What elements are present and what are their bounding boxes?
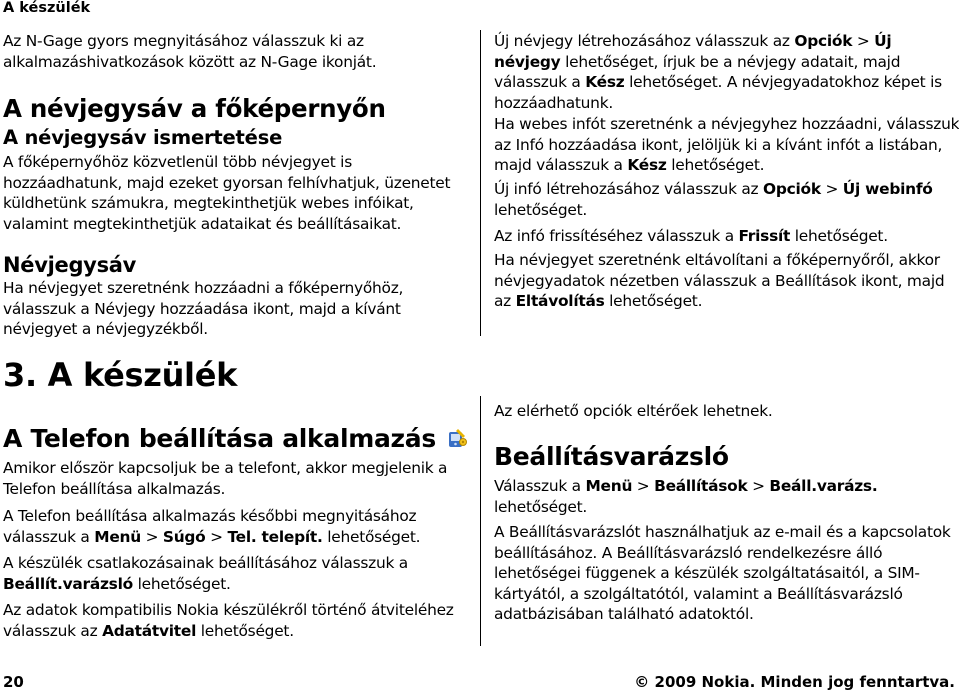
refresh-info-paragraph: Az infó frissítéséhez válasszuk a Frissít lehetőséget. <box>494 227 888 245</box>
settings-wizard-path: Válasszuk a Menü > Beállítások > Beáll.varázs. lehetőséget. <box>494 477 878 516</box>
contacts-bar-subheading: A névjegysáv ismertetése <box>3 126 283 149</box>
column-divider-top <box>480 30 481 336</box>
options-note: Az elérhető opciók eltérőek lehetnek. <box>494 402 773 420</box>
settings-wizard-description: A Beállításvarázslót használhatjuk az e-mail és a kapcsolatok beállításához. A Beállításvarázsló rendelkezésre álló lehetőségei függenek a készülék szolgáltatásaitól, a SIM-kártyától, a szolgáltatótól, valamint a Beállításvarázsló adatbázisában található adatoktól. <box>494 523 951 623</box>
page-number: 20 <box>3 673 24 691</box>
web-info-paragraph: Ha webes infót szeretnénk a névjegyhez hozzáadni, válasszuk az Infó hozzáadása ikont, jelöljük ki a kívánt infót a listában, majd válasszuk a Kész lehetőséget. <box>494 115 959 174</box>
contacts-bar-section-heading: Névjegysáv <box>3 253 137 277</box>
connection-settings-text: A készülék csatlakozásainak beállításához válasszuk a Beállít.varázsló lehetőséget. <box>3 554 408 593</box>
new-contact-paragraph: Új névjegy létrehozásához válasszuk az Opciók > Új névjegy lehetőséget, írjuk be a névjegy adatait, majd válasszuk a Kész lehetőséget. A névjegyadatokhoz képet is hozzáadhatunk. <box>494 32 942 112</box>
section-header: A készülék <box>3 0 91 16</box>
data-transfer-text: Az adatok kompatibilis Nokia készülékről történő átviteléhez válasszuk az Adatátvitel lehetőséget. <box>3 601 454 640</box>
chapter-title: 3. A készülék <box>3 356 238 394</box>
copyright-notice: © 2009 Nokia. Minden jog fenntartva. <box>634 673 955 691</box>
phone-setup-app-icon <box>446 426 468 455</box>
new-web-info-paragraph: Új infó létrehozásához válasszuk az Opciók > Új webinfó lehetőséget. <box>494 180 933 219</box>
phone-setup-heading: A Telefon beállítása alkalmazás <box>3 424 468 455</box>
settings-wizard-heading: Beállításvarázsló <box>494 442 729 471</box>
contacts-bar-heading: A névjegysáv a főképernyőn <box>3 94 386 123</box>
ngage-intro-text: Az N-Gage gyors megnyitásához válasszuk ki az alkalmazáshivatkozások között az N-Gage ikonját. <box>3 32 377 71</box>
contacts-bar-add-text: Ha névjegyet szeretnénk hozzáadni a főképernyőhöz, válasszuk a Névjegy hozzáadása ikont, majd a kívánt névjegyet a névjegyzékből. <box>3 279 404 338</box>
phone-setup-intro: Amikor először kapcsoljuk be a telefont, akkor megjelenik a Telefon beállítása alkalmazás. <box>3 459 448 498</box>
contacts-bar-body: A főképernyőhöz közvetlenül több névjegyet is hozzáadhatunk, majd ezeket gyorsan felhívhatjuk, üzenetet küldhetünk számukra, megtekinthetjük webes infóikat, valamint megtekinthetjük adataikat és beállításaikat. <box>3 153 451 233</box>
remove-contact-paragraph: Ha névjegyet szeretnénk eltávolítani a főképernyőről, akkor névjegyadatok nézetben válasszuk a Beállítások ikont, majd az Eltávolítás lehetőséget. <box>494 251 945 310</box>
phone-setup-reopen: A Telefon beállítása alkalmazás későbbi megnyitásához válasszuk a Menü > Súgó > Tel. telepít. lehetőséget. <box>3 507 421 546</box>
column-divider-bottom <box>480 396 481 646</box>
